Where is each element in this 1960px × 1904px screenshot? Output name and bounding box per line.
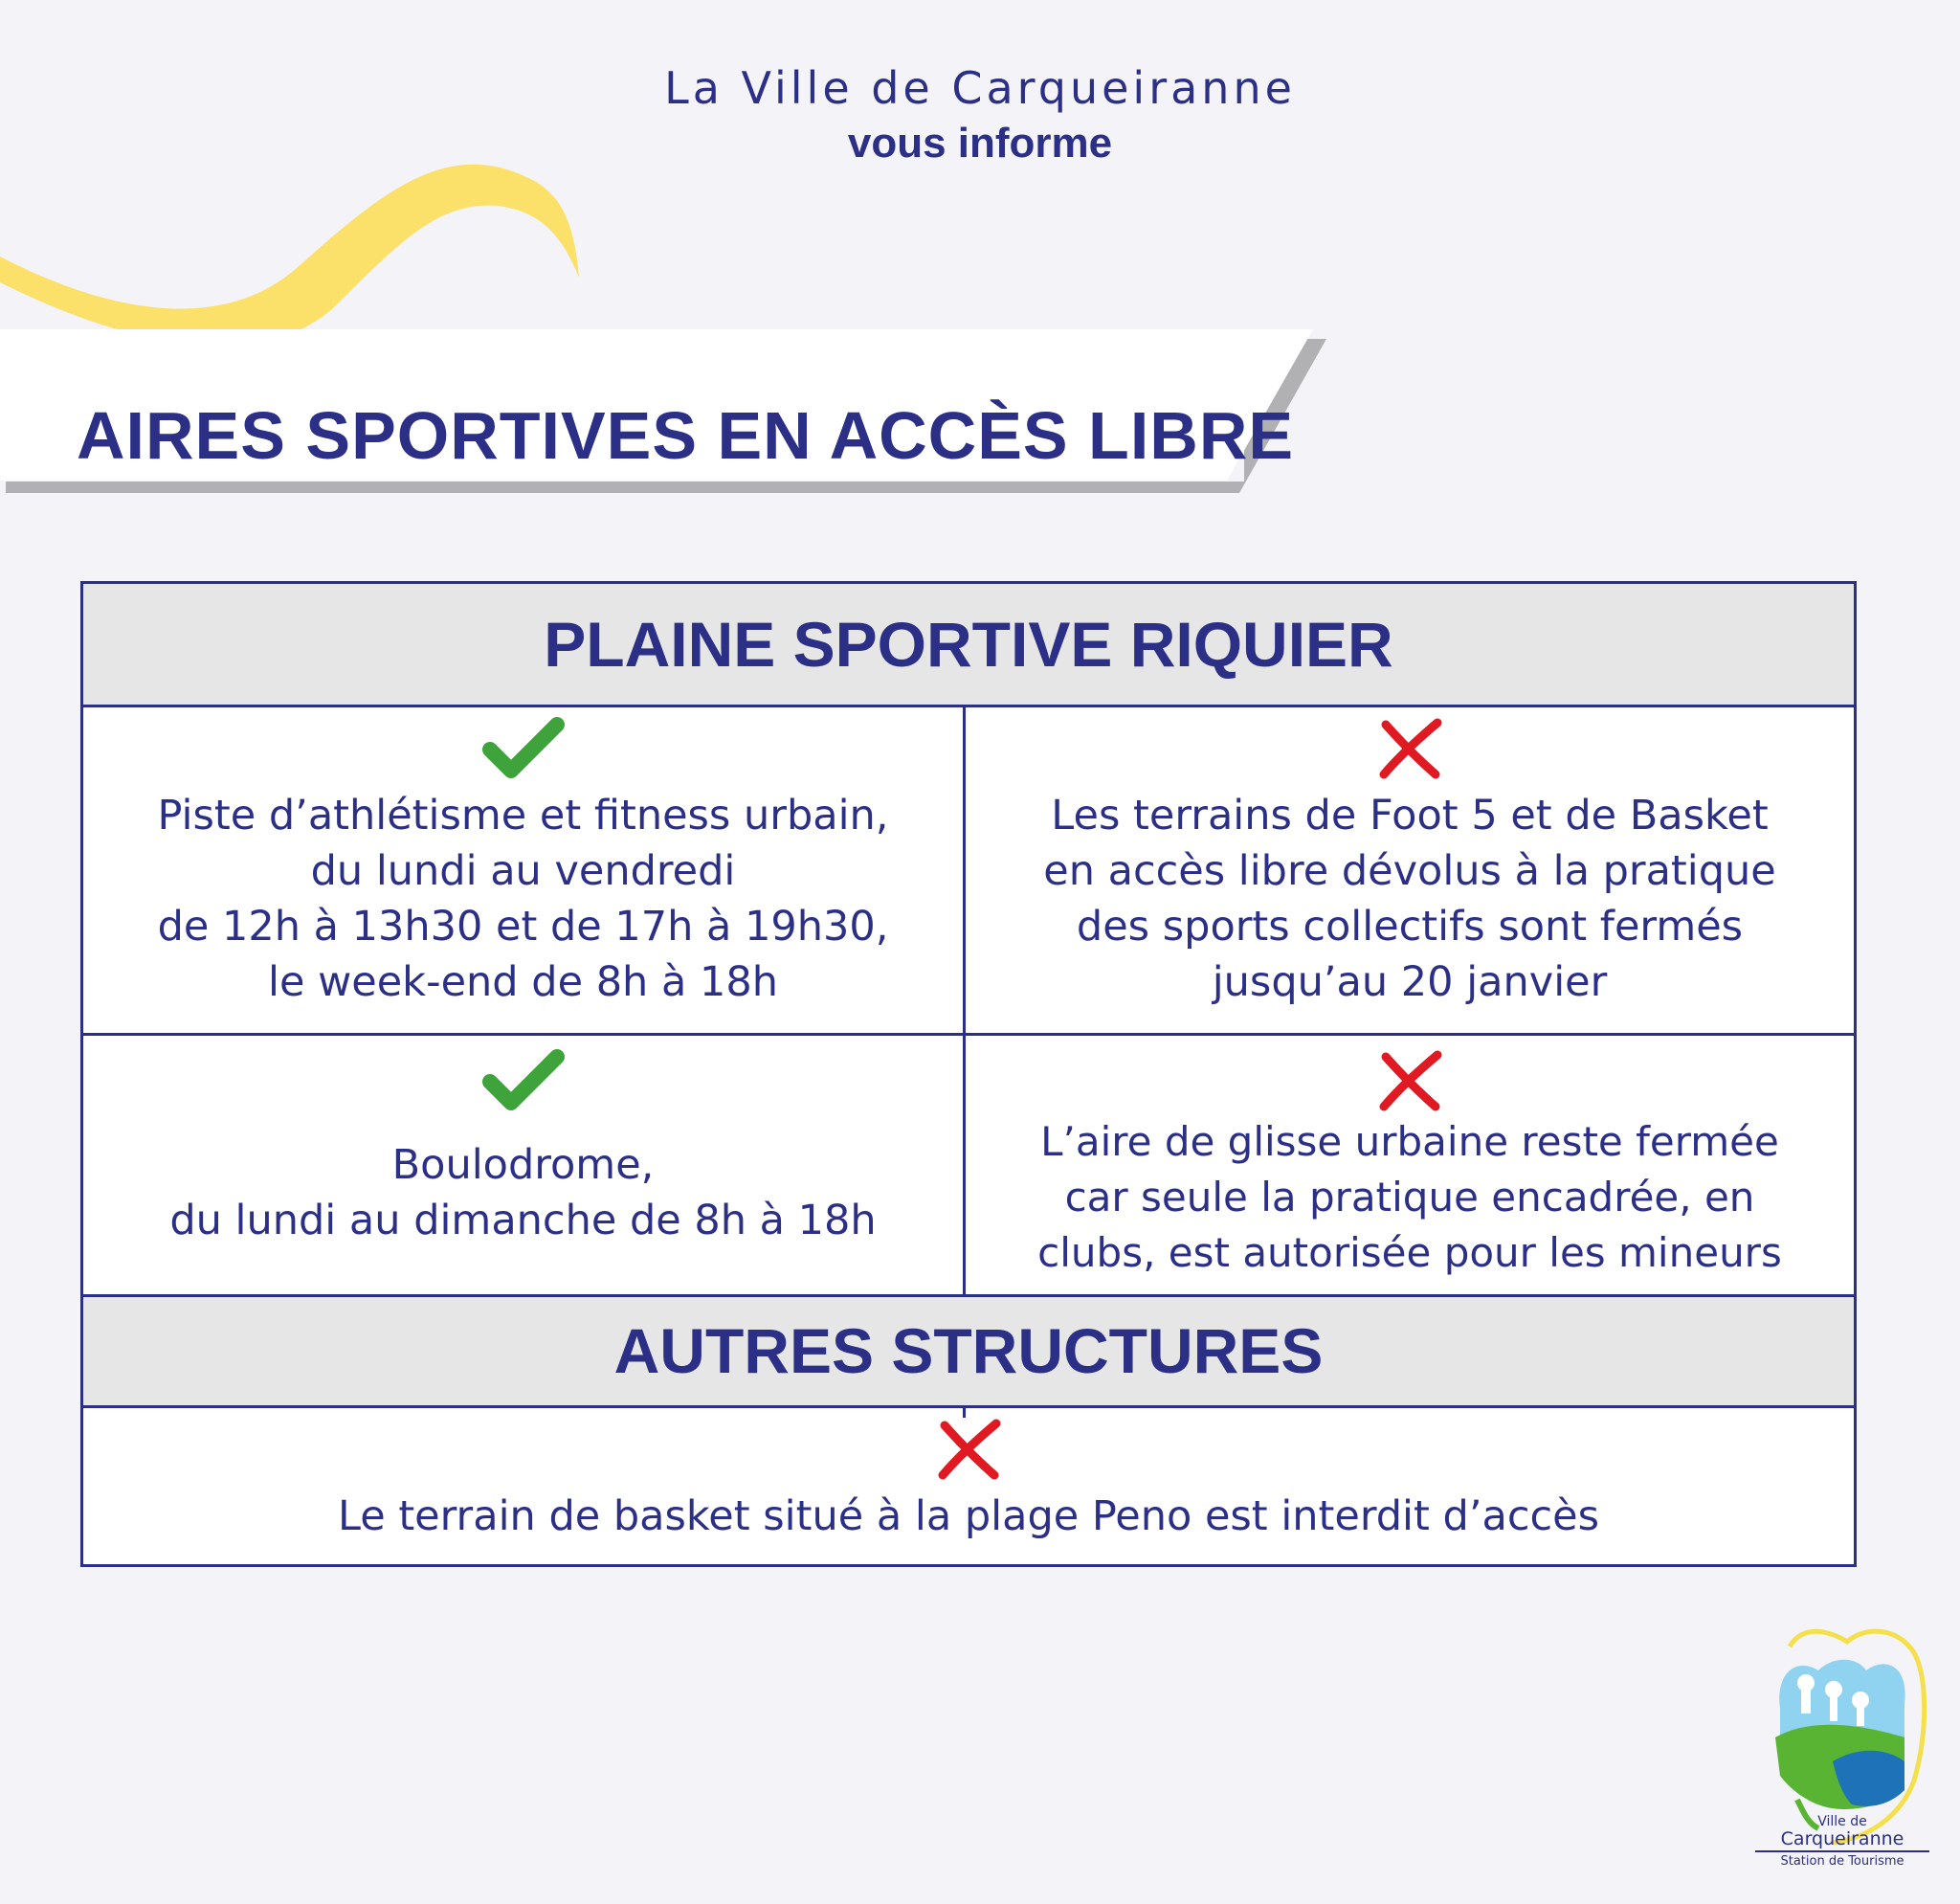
banner-title: AIRES SPORTIVES EN ACCÈS LIBRE: [77, 398, 1295, 473]
table-cell-aire-de-glisse: [966, 1036, 1854, 1294]
table-cell-athletisme: [83, 707, 963, 1033]
table-cell-basket-peno: [83, 1408, 1854, 1564]
table-cell-foot-basket: [966, 707, 1854, 1033]
section-title: PLAINE SPORTIVE RIQUIER: [544, 609, 1393, 680]
table-cell-boulodrome: [83, 1036, 963, 1294]
title-banner: [0, 325, 1340, 498]
logo-line3: Station de Tourisme: [1755, 1850, 1929, 1870]
cell-text: Le terrain de basket situé à la plage Peno est interdit d’accès: [338, 1492, 1599, 1540]
logo-line1: Ville de: [1817, 1814, 1867, 1829]
info-table: [80, 581, 1857, 1567]
section-header-riquier: [83, 584, 1854, 705]
cell-text: Les terrains de Foot 5 et de Basket en accès libre dévolus à la pratique des sports collectifs sont fermés jusqu’au 20 janvier: [1043, 792, 1776, 1006]
cell-text: Boulodrome, du lundi au dimanche de 8h à 18h: [169, 1141, 877, 1244]
cell-text: Piste d’athlétisme et fitness urbain, du lundi au vendredi de 12h à 13h30 et de 17h à 19h30, le week-end de 8h à 18h: [157, 792, 889, 1006]
logo-line2: Carqueiranne: [1780, 1828, 1904, 1849]
logo-caption: [1748, 1814, 1937, 1870]
header-city-name: La Ville de Carqueiranne: [664, 62, 1296, 114]
check-icon: [482, 717, 565, 780]
cell-text: L’aire de glisse urbaine reste fermée car seule la pratique encadrée, en clubs, est autorisée pour les mineurs: [1037, 1118, 1782, 1276]
section-header-autres: [83, 1297, 1854, 1405]
section-title: AUTRES STRUCTURES: [613, 1315, 1324, 1386]
cross-icon: [1376, 1049, 1443, 1112]
header-subtitle: vous informe: [847, 120, 1113, 167]
cross-icon: [935, 1418, 1002, 1481]
cross-icon: [1376, 717, 1443, 780]
check-icon: [482, 1049, 565, 1112]
